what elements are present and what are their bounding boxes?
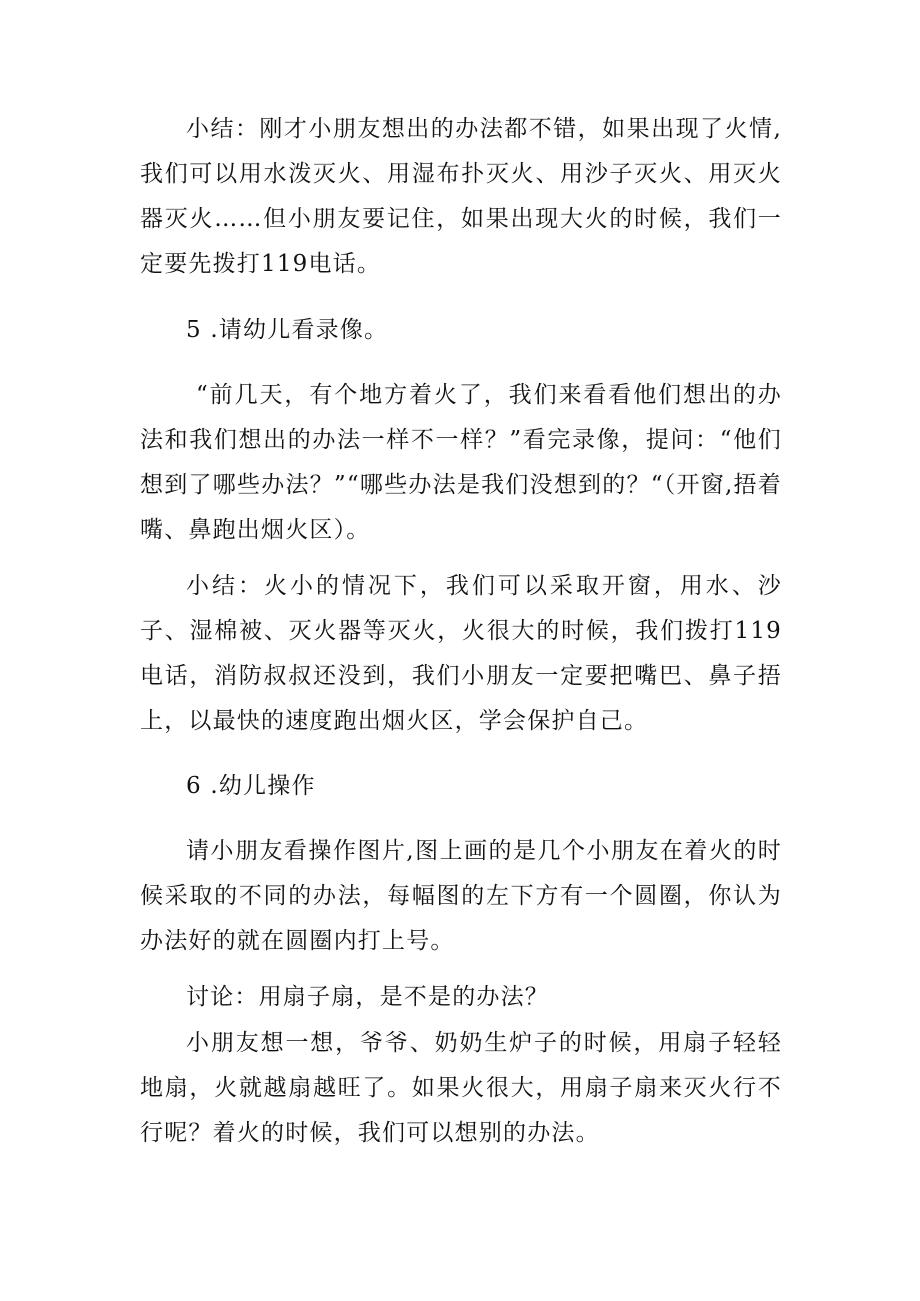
step-5-heading: 5 .请幼儿看录像。 (186, 317, 389, 343)
step-6-heading: 6 .幼儿操作 (186, 773, 316, 799)
operation-paragraph: 请小朋友看操作图片,图上画的是几个小朋友在着火的时候采取的不同的办法，每幅图的左下方有一个圆圈，你认为办法好的就在圆圈内打上号。 (140, 838, 782, 954)
video-question-paragraph: “前几天，有个地方着火了，我们来看看他们想出的办法和我们想出的办法一样不一样？”看完录像，提问：“他们想到了哪些办法？”“哪些办法是我们没想到的？“（开窗,捂着嘴、鼻跑出烟火区）。 (140, 382, 782, 543)
discussion-paragraph: 讨论：用扇子扇，是不是的办法？ (186, 984, 549, 1010)
summary-paragraph-1: 小结：刚才小朋友想出的办法都不错，如果出现了火情,我们可以用水泼灭火、用湿布扑灭火、用沙子灭火、用灭火器灭火……但小朋友要记住，如果出现大火的时候，我们一定要先拨打119电话。 (140, 116, 782, 277)
summary-paragraph-2: 小结：火小的情况下，我们可以采取开窗，用水、沙子、湿棉被、灭火器等灭火，火很大的时候，我们拨打119电话，消防叔叔还没到，我们小朋友一定要把嘴巴、鼻子捂上，以最快的速度跑出烟火区，学会保护自己。 (140, 573, 782, 734)
reflection-paragraph: 小朋友想一想，爷爷、奶奶生炉子的时候，用扇子轻轻地扇，火就越扇越旺了。如果火很大，用扇子扇来灭火行不行呢？着火的时候，我们可以想别的办法。 (140, 1030, 782, 1146)
